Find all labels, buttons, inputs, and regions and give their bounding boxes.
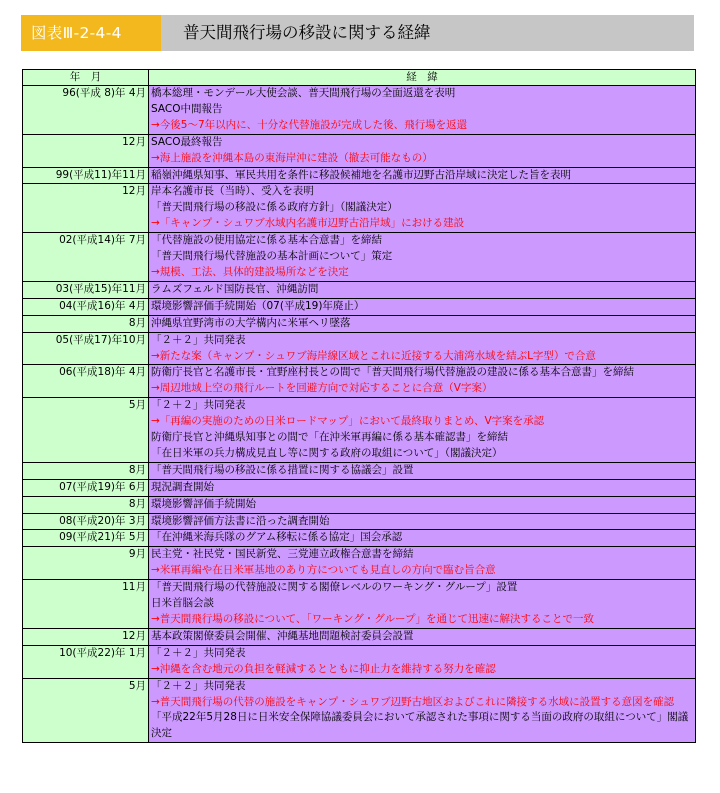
header-date: 年 月 <box>23 70 149 86</box>
row-events <box>149 184 696 233</box>
table-row <box>23 496 696 513</box>
table-row <box>23 479 696 496</box>
event-outcome: →「キャンプ・シュワブ水域内名護市辺野古沿岸域」における建設 <box>151 217 465 230</box>
row-events <box>149 315 696 332</box>
event-line: 沖縄県宜野湾市の大学構内に米軍ヘリ墜落 <box>151 316 351 329</box>
event-line: 「平成22年5月28日に日米安全保障協議委員会において承認された事項に関する当面の政府の取組について」閣議決定 <box>151 711 689 740</box>
row-date: 12月 <box>23 184 149 233</box>
event-line: 環境影響評価方法書に沿った調査開始 <box>151 514 330 527</box>
event-outcome: →新たな案（キャンプ・シュワブ海岸線区域とこれに近接する大浦湾水域を結ぶL字型）で合意 <box>151 349 596 362</box>
row-events <box>149 398 696 463</box>
row-date: 10(平成22)年 1月 <box>23 645 149 678</box>
row-date: 5月 <box>23 678 149 743</box>
row-date: 03(平成15)年11月 <box>23 281 149 298</box>
row-events <box>149 513 696 530</box>
row-date: 11月 <box>23 580 149 629</box>
table-row <box>23 134 696 167</box>
table-row <box>23 628 696 645</box>
table-row <box>23 332 696 365</box>
event-line: 「普天間飛行場の代替施設に関する閣僚レベルのワーキング・グループ」設置 <box>151 581 518 594</box>
row-date: 8月 <box>23 462 149 479</box>
header-events: 経 緯 <box>149 70 696 86</box>
event-line: 基本政策閣僚委員会開催、沖縄基地問題検討委員会設置 <box>151 629 414 642</box>
row-date: 09(平成21)年 5月 <box>23 530 149 547</box>
row-date: 96(平成 8)年 4月 <box>23 86 149 135</box>
event-line: 「普天間飛行場の移設に係る措置に関する協議会」設置 <box>151 463 414 476</box>
event-outcome: →沖縄を含む地元の負担を軽減するとともに抑止力を維持する努力を確認 <box>151 662 496 675</box>
table-row <box>23 513 696 530</box>
event-outcome: →米軍再編や在日米軍基地のあり方についても見直しの方向で臨む旨合意 <box>151 564 496 577</box>
row-events <box>149 479 696 496</box>
table-row <box>23 645 696 678</box>
row-date: 08(平成20)年 3月 <box>23 513 149 530</box>
row-date: 5月 <box>23 398 149 463</box>
table-row <box>23 298 696 315</box>
row-date: 05(平成17)年10月 <box>23 332 149 365</box>
event-line: 防衛庁長官と沖縄県知事との間で「在沖米軍再編に係る基本確認書」を締結 <box>151 431 508 444</box>
row-date: 8月 <box>23 315 149 332</box>
row-events <box>149 134 696 167</box>
event-outcome: →周辺地域上空の飛行ルートを回避方向で対応することに合意（V字案） <box>151 382 493 395</box>
row-events <box>149 496 696 513</box>
table-row <box>23 184 696 233</box>
table-body <box>23 86 696 743</box>
row-date: 99(平成11)年11月 <box>23 167 149 184</box>
row-date: 12月 <box>23 134 149 167</box>
event-outcome: →今後5～7年以内に、十分な代替施設が完成した後、飛行場を返還 <box>151 118 468 131</box>
row-date: 02(平成14)年 7月 <box>23 233 149 282</box>
table-row <box>23 86 696 135</box>
event-line: 「２＋２」共同発表 <box>151 333 246 346</box>
row-events <box>149 86 696 135</box>
table-row <box>23 530 696 547</box>
row-events <box>149 365 696 398</box>
event-line: 「２＋２」共同発表 <box>151 399 246 412</box>
figure-title: 普天間飛行場の移設に関する経緯 <box>161 15 694 51</box>
event-outcome: →普天間飛行場の代替の施設をキャンプ・シュワブ辺野古地区およびこれに隣接する水域に設置する意図を確認 <box>151 695 675 708</box>
event-line: 防衛庁長官と名護市長・宜野座村長との間で「普天間飛行場代替施設の建設に係る基本合意書」を締結 <box>151 366 634 379</box>
event-line: 環境影響評価手続開始 <box>151 497 256 510</box>
event-line: 稲嶺沖縄県知事、軍民共用を条件に移設候補地を名護市辺野古沿岸域に決定した旨を表明 <box>151 168 571 181</box>
event-line: 橋本総理・モンデール大使会談、普天間飛行場の全面返還を表明 <box>151 87 456 99</box>
event-outcome: →海上施設を沖縄本島の東海岸沖に建設（撤去可能なもの） <box>151 151 433 164</box>
row-date: 9月 <box>23 547 149 580</box>
event-line: 「代替施設の使用協定に係る基本合意書」を締結 <box>151 234 382 247</box>
event-line: 「普天間飛行場の移設に係る政府方針」（閣議決定） <box>151 201 398 214</box>
row-events <box>149 547 696 580</box>
event-line: 現況調査開始 <box>151 480 214 493</box>
event-line: ラムズフェルド国防長官、沖縄訪問 <box>151 282 319 295</box>
row-events <box>149 233 696 282</box>
event-line: 岸本名護市長（当時）、受入を表明 <box>151 185 314 198</box>
event-line: 民主党・社民党・国民新党、三党連立政権合意書を締結 <box>151 548 414 561</box>
row-events <box>149 580 696 629</box>
event-outcome: →普天間飛行場の移設について、「ワーキング・グループ」を通じて迅速に解決することで一致 <box>151 613 594 625</box>
table-row <box>23 315 696 332</box>
event-line: 「普天間飛行場代替施設の基本計画について」策定 <box>151 250 393 263</box>
table-row <box>23 281 696 298</box>
event-line: 「２＋２」共同発表 <box>151 679 246 692</box>
row-events <box>149 462 696 479</box>
event-line: 環境影響評価手続開始（07(平成19)年廃止） <box>151 299 365 312</box>
row-events <box>149 332 696 365</box>
row-date: 12月 <box>23 628 149 645</box>
figure-header <box>21 15 694 51</box>
event-outcome: →規模、工法、具体的建設場所などを決定 <box>151 265 349 278</box>
event-line: 「在沖縄米海兵隊のグアム移転に係る協定」国会承認 <box>151 531 403 544</box>
row-events <box>149 628 696 645</box>
row-events <box>149 298 696 315</box>
table-row <box>23 398 696 463</box>
event-line: SACO中間報告 <box>151 102 223 115</box>
table-row <box>23 580 696 629</box>
chronology-table <box>22 69 696 743</box>
row-events <box>149 645 696 678</box>
table-row <box>23 233 696 282</box>
event-line: SACO最終報告 <box>151 135 223 148</box>
row-date: 04(平成16)年 4月 <box>23 298 149 315</box>
event-outcome: →「再編の実施のための日米ロードマップ」において最終取りまとめ、V字案を承認 <box>151 415 545 428</box>
table-row <box>23 678 696 743</box>
table-row <box>23 547 696 580</box>
event-line: 「在日米軍の兵力構成見直し等に関する政府の取組について」（閣議決定） <box>151 446 503 459</box>
table-row <box>23 167 696 184</box>
row-events <box>149 281 696 298</box>
table-row <box>23 365 696 398</box>
row-date: 8月 <box>23 496 149 513</box>
figure-label: 図表Ⅲ-2-4-4 <box>21 15 161 51</box>
event-line: 「２＋２」共同発表 <box>151 646 246 659</box>
table-header-row <box>23 70 696 86</box>
event-line: 日米首脳会談 <box>151 597 214 610</box>
row-events <box>149 530 696 547</box>
row-events <box>149 678 696 743</box>
row-date: 07(平成19)年 6月 <box>23 479 149 496</box>
table-row <box>23 462 696 479</box>
row-events <box>149 167 696 184</box>
row-date: 06(平成18)年 4月 <box>23 365 149 398</box>
